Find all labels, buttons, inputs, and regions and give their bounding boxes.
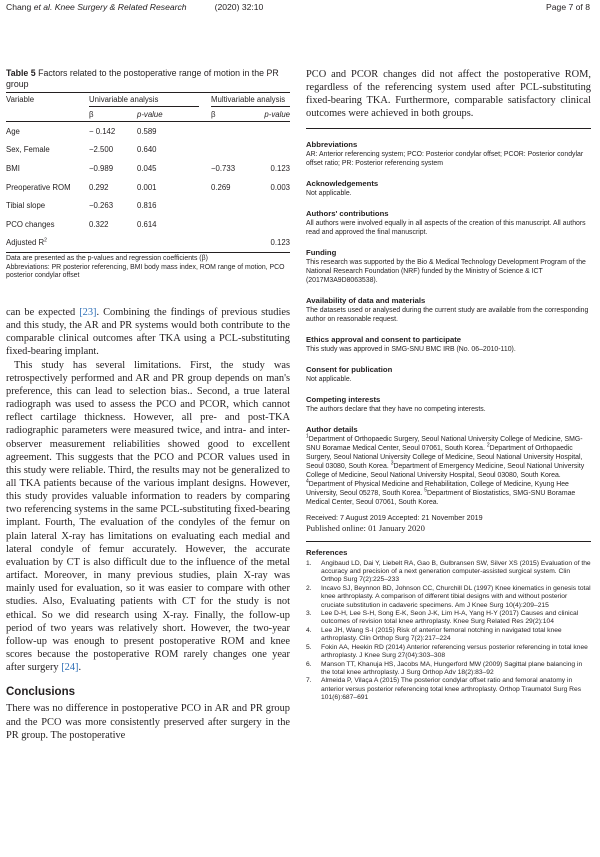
- references-section: References 1. Angibaud LD, Dai Y, Liebelt RA, Gao B, Gulbransen SW, Silver XS (2015) Evaluation of the accuracy and precision of a next generation computer-assisted surgical system. Clin Orthop Surg 7(2):225–233 2. Incavo SJ, Beynnon BD, Johnson CC, Churchill DL (1997) Knee kinematics in genesis total knee arthroplasty. A comparison of different tibial designs with and without posterior cruciate substitution in cadaveric specimens. Am J Knee Surg 10(4):209–215 3. Lee D-H, Lee S-H, Song E-K, Seon J-K, Lim H-A, Yang H-Y (2017) Causes and clinical outcomes of revision total knee arthroplasty. Knee Surg Related Res 29(2):104 4. Lee JH, Wang S-I (2015) Risk of anterior femoral notching in navigated total knee arthroplasty. Clin Orthop Surg 7(2):217–224 5. Fokin AA, Heekin RD (2014) Anterior referencing versus posterior referencing in total knee arthroplasty. J Knee Surg 27(04):303–308 6. Manson TT, Khanuja HS, Jacobs MA, Hungerford MW (2009) Sagittal plane balancing in the total knee arthroplasty. J Surg Orthop Adv 18(2):83–92 7. Almeida P, Vilaça A (2015) The posterior condylar offset ratio and femoral anatomy in anterior versus posterior referencing total knee arthroplasty. Orthop Traumatol Surg Res 101(6):687–691: [306, 547, 591, 702]
- col-header-univariable: Univariable analysis: [89, 93, 199, 107]
- table-row: Sex, Female −2.500 0.640: [6, 145, 157, 155]
- acknowledgements-section: Acknowledgements Not applicable.: [306, 178, 379, 197]
- table-caption: Table 5 Factors related to the postoperative range of motion in the PR group: [6, 68, 290, 93]
- paragraph: This study has several limitations. First, the study was retrospectively performed and AR and PR group depends on man's preference, this can lead to selection bias.. Second, a true lateral radiograph was used to assess the PCO and PCOR, which cannot reflect cartilage thickness. However, all pre- and post-TKA radiographic parameters were measured twice, and intra- and inter-observer measurement reliabilities showed good to excellent agreement. This suggests that the PCO and PCOR values used in this study were reliable. Third, the results may not be generalized to all TKA patients because of the various implant designs. However, this study provides valuable information to readers by comparing two referencing systems in the same PCL-substituting fixed-bearing implant. Fourth, The evaluation of the condyles of the femur on plain lateral X-ray has limitations on evaluating each medial and lateral condyle of femur accurately. However, the accurate evaluation by CT is also difficult due to the influence of the metal artifact. Moreover, in many previous studies, plain X-ray was mainly used for evaluation, so it was easier to compare with other studies. Also, Evaluating patients with CT for the study is not ethical. So we did research using X-ray. Finally, the follow-up period of two years was relatively short. However, the two-year follow-up was enough to present postoperative ROM and knee scores because the postoperative ROM rarely changes one year after surgery [24].: [6, 359, 290, 674]
- table-row: PCO changes 0.322 0.614: [6, 219, 157, 229]
- ethics-section: Ethics approval and consent to participate This study was approved in SMG-SNU BMC IRB (No. 06–2010-110).: [306, 334, 516, 353]
- reference-item: 1. Angibaud LD, Dai Y, Liebelt RA, Gao B, Gulbransen SW, Silver XS (2015) Evaluation of the accuracy and precision of a next generation computer-assisted surgical system. Clin Orthop Surg 7(2):225–233: [306, 559, 591, 584]
- availability-section: Availability of data and materials The datasets used or analysed during the current study are available from the corresponding author on reasonable request.: [306, 295, 589, 323]
- table-row: Age − 0.142 0.589: [6, 126, 157, 136]
- table-row: Adjusted $R^2$ 0.123: [6, 234, 290, 253]
- section-heading: Conclusions: [6, 686, 76, 699]
- body-text-right: [306, 68, 591, 129]
- consent-section: Consent for publication Not applicable.: [306, 364, 393, 383]
- subheader-p-value: p-value: [137, 107, 199, 122]
- reference-item: 5. Fokin AA, Heekin RD (2014) Anterior referencing versus posterior referencing in total knee arthroplasty. J Knee Surg 27(04):303–308: [306, 643, 588, 660]
- reference-item: 3. Lee D-H, Lee S-H, Song E-K, Seon J-K, Lim H-A, Yang H-Y (2017) Causes and clinical outcomes of revision total knee arthroplasty. Knee Surg Related Res 29(2):104: [306, 610, 579, 626]
- contributions-section: Authors' contributions All authors were involved equally in all aspects of the creation of this manuscript. All authors read and approved the final manuscript.: [306, 208, 586, 236]
- subheader-beta: β: [211, 107, 257, 122]
- paragraph: PCO and PCOR changes did not affect the postoperative ROM, regardless of the referencing system used after PCL-substituting fixed-bearing TKA. Furthermore, comparable satisfactory clinical outcomes were achieved in both groups.: [306, 69, 591, 120]
- body-text-left: [6, 306, 290, 742]
- funding-section: Funding This research was supported by the Bio & Medical Technology Development Program of the National Research Foundation (NRF) funded by the Ministry of Science & ICT (2017M3A9D8063538).: [306, 247, 586, 284]
- paragraph: can be expected [23]. Combining the findings of previous studies and this study, the AR and PR systems would both contribute to the comparable clinical outcomes after TKA using a PCL-substituting fixed-bearing implant.: [6, 306, 290, 358]
- published-date: Published online: 01 January 2020: [306, 522, 425, 533]
- left-column: [6, 68, 290, 742]
- reference-item: 6. Manson TT, Khanuja HS, Jacobs MA, Hungerford MW (2009) Sagittal plane balancing in the total knee arthroplasty. J Surg Orthop Adv 18(2):83–92: [306, 660, 583, 676]
- dates-block: [306, 513, 591, 542]
- reference-item: 7. Almeida P, Vilaça A (2015) The posterior condylar offset ratio and femoral anatomy in anterior versus posterior referencing total knee arthroplasty. Orthop Traumatol Surg Res 101(6):687–691: [306, 677, 582, 702]
- right-column: [306, 68, 591, 703]
- citation-link[interactable]: [23]: [79, 306, 97, 318]
- subheader-p-value: p-value: [257, 107, 290, 122]
- reference-item: 4. Lee JH, Wang S-I (2015) Risk of anterior femoral notching in navigated total knee arthroplasty. Clin Orthop Surg 7(2):217–224: [306, 626, 562, 643]
- reference-list: [306, 560, 591, 703]
- running-header: [6, 2, 590, 16]
- subheader-beta: β: [89, 107, 137, 122]
- competing-interests-section: Competing interests The authors declare that they have no competing interests.: [306, 394, 486, 413]
- table-row: Tibial slope −0.263 0.816: [6, 201, 157, 211]
- table-row: Preoperative ROM 0.292 0.001 0.269 0.003: [6, 182, 290, 192]
- author-details-section: Author details $^1$Department of Orthopaedic Surgery, Seoul National University College of Medicine, SMG-SNU Boramae Medical Center, Seoul 07061, South Korea. $^2$Department of Orthopaedic Surgery, Seoul National University College of Medicine, Seoul National University Hospital, Seoul 03080, South Korea. $^3$Department of Emergency Medicine, Seoul National University College of Medicine, Seoul National University Hospital, Seoul 03080, South Korea. $^4$Department of Physical Medicine and Rehabilitation, College of Medicine, Kyung Hee University, Seoul 05278, South Korea. $^5$Department of Biostatistics, SMG-SNU Boramae Medical Center, Seoul 07061, South Korea.: [306, 424, 585, 506]
- abbreviations-section: Abbreviations AR: Anterior referencing system; PCO: Posterior condylar offset; PCOR: Posterior condylar offset ratio; PR: Posterior referencing system: [306, 139, 584, 167]
- paragraph: There was no difference in postoperative PCO in AR and PR group and the PCO was more consistently preserved after surgery in the PR group. The postoperative: [6, 703, 290, 741]
- col-header-variable: Variable: [6, 95, 35, 105]
- table-footnote: Data are presented as the p-values and regression coefficients (β) Abbreviations: PR posterior referencing, BMI body mass index, ROM range of motion, PCO posterior condylar offset: [6, 255, 285, 280]
- citation-link[interactable]: [24]: [61, 662, 79, 674]
- reference-item: 2. Incavo SJ, Beynnon BD, Johnson CC, Churchill DL (1997) Knee kinematics in genesis total knee arthroplasty. A comparison of different tibial designs with and without posterior cruciate substitution in cadaveric specimens. Am J Knee Surg 10(4):209–215: [306, 584, 591, 609]
- page-number: Page 7 of 8: [546, 2, 590, 12]
- table-5: [6, 93, 290, 253]
- table-row: BMI −0.989 0.045 −0.733 0.123: [6, 163, 290, 173]
- received-date: Received: 7 August 2019 Accepted: 21 November 2019: [306, 512, 483, 522]
- journal-citation: Chang et al. Knee Surgery & Related Research (2020) 32:10: [6, 2, 264, 12]
- col-header-multivariable: Multivariable analysis: [211, 93, 290, 107]
